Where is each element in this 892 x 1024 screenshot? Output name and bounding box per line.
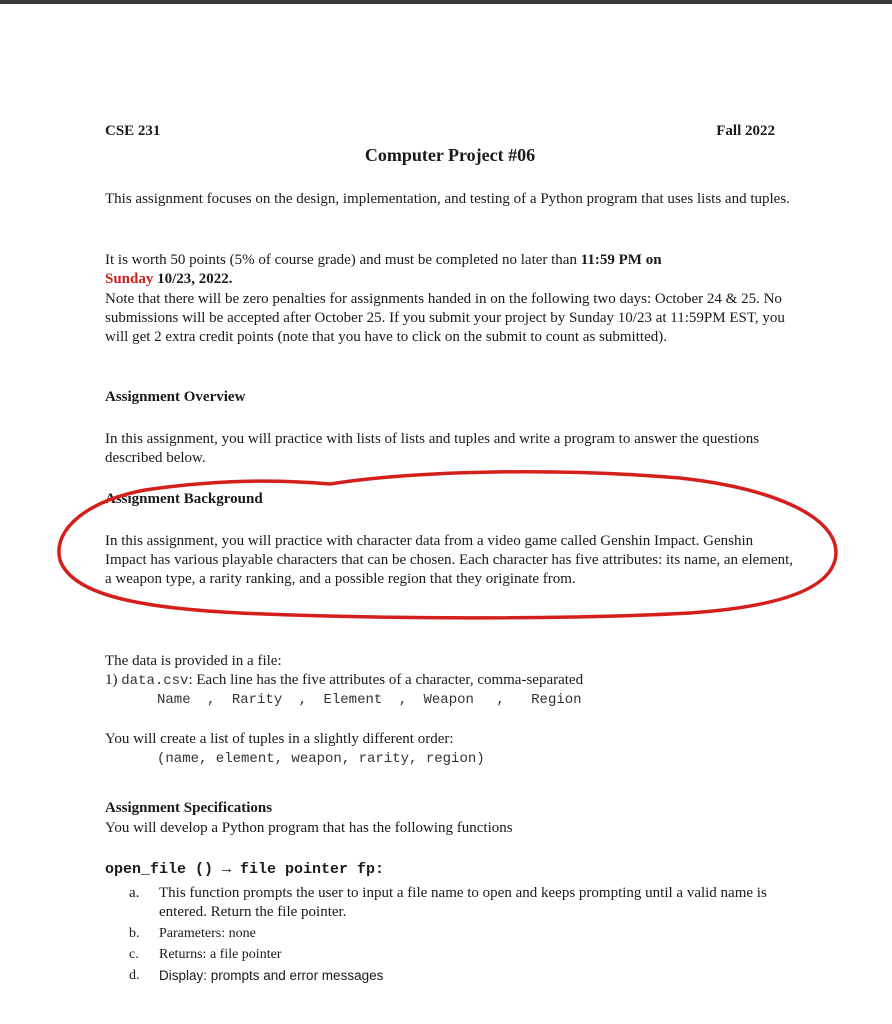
field-separator: , — [207, 692, 216, 708]
list-item-text: Parameters: none — [159, 926, 256, 941]
function-details-list — [129, 884, 799, 988]
field-rarity: Rarity — [231, 692, 283, 708]
deadline-day: Sunday — [105, 271, 154, 287]
data-file-name: data.csv — [121, 673, 189, 689]
specs-text: You will develop a Python program that has the following functions — [105, 820, 513, 836]
specs-heading: Assignment Specifications — [105, 800, 273, 816]
intro-paragraph: This assignment focuses on the design, implementation, and testing of a Python program that uses lists and tuples. — [105, 191, 790, 207]
field-separator: , — [496, 692, 505, 708]
list-item-text: This function prompts the user to input a file name to open and keeps prompting until a valid name is entered. Return the file pointer. — [159, 885, 767, 920]
tuple-intro: You will create a list of tuples in a slightly different order: — [105, 731, 454, 747]
list-item — [129, 966, 799, 986]
list-item — [129, 945, 799, 964]
data-fields — [157, 691, 582, 710]
data-file-line — [105, 671, 795, 691]
deadline-date: 10/23, 2022. — [153, 271, 233, 287]
page-title: Computer Project #06 — [364, 145, 536, 165]
data-intro: The data is provided in a file: — [105, 653, 282, 669]
field-region: Region — [531, 692, 582, 708]
deadline-text: It is worth 50 points (5% of course grade) and must be completed no later than — [105, 252, 581, 268]
field-separator: , — [398, 692, 408, 708]
overview-heading: Assignment Overview — [105, 389, 246, 405]
list-item — [129, 884, 799, 922]
field-name: Name — [157, 692, 191, 708]
field-element: Element — [323, 692, 383, 708]
field-weapon: Weapon — [423, 692, 474, 708]
background-heading: Assignment Background — [105, 491, 263, 507]
term: Fall 2022 — [716, 123, 775, 139]
deadline-paragraph — [105, 251, 795, 289]
penalty-paragraph: Note that there will be zero penalties for assignments handed in on the following two days: October 24 & 25. No submissions will be accepted after October 25. If you submit your project by Sunday 10/23 at 11:59PM EST, you will get 2 extra credit points (note that you have to click on the submit to count as submitted). — [105, 291, 785, 345]
list-item-label: c. — [129, 947, 139, 962]
field-separator: , — [298, 692, 308, 708]
list-item-label: b. — [129, 926, 140, 941]
list-item-label: a. — [129, 885, 140, 901]
course-code: CSE 231 — [105, 123, 161, 139]
data-file-description: : Each line has the five attributes of a character, comma-separated — [188, 672, 584, 688]
top-border — [0, 0, 892, 4]
tuple-format: (name, element, weapon, rarity, region) — [157, 751, 485, 767]
list-item-text: Display: prompts and error messages — [159, 968, 384, 983]
list-item-text: Returns: a file pointer — [159, 947, 282, 962]
list-item-label: d. — [129, 968, 140, 983]
overview-text: In this assignment, you will practice with lists of lists and tuples and write a program to answer the questions described below. — [105, 431, 760, 466]
list-item — [129, 924, 799, 943]
function-signature: open_file () → file pointer fp: — [105, 861, 385, 878]
deadline-time: 11:59 PM on — [580, 252, 662, 268]
background-text: In this assignment, you will practice with character data from a video game called Genshin Impact. Genshin Impact has various playable characters that can be chosen. Each character has five attributes: its name, an element, a weapon type, a rarity ranking, and a possible region that they originate from. — [105, 533, 794, 587]
data-item-number: 1) — [105, 672, 122, 688]
